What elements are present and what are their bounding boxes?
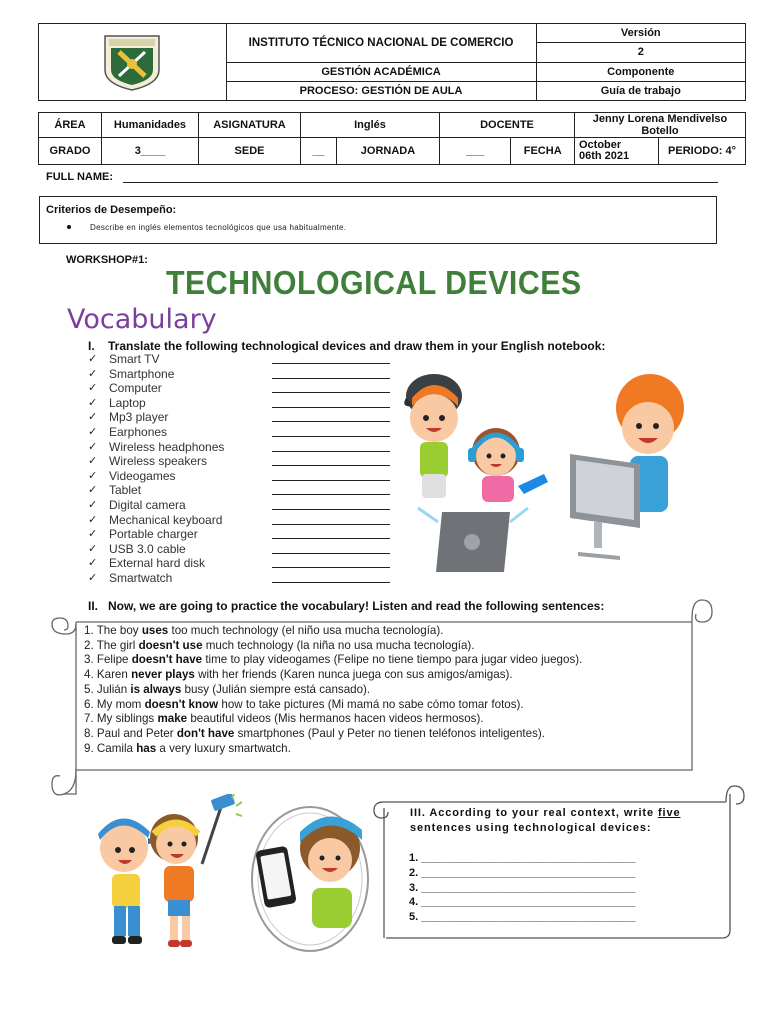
vocabulary-word: Mp3 player: [109, 410, 169, 425]
check-icon: ✓: [88, 528, 98, 541]
sentence-verb: don't have: [176, 726, 235, 740]
sentence-verb: is always: [130, 682, 182, 696]
vocabulary-word: Smartwatch: [109, 570, 173, 585]
translation-blank[interactable]: [272, 436, 390, 437]
vocabulary-word: USB 3.0 cable: [109, 541, 186, 556]
sentence-item: [84, 742, 704, 757]
vocabulary-word: Digital camera: [109, 497, 186, 512]
vocabulary-item: [88, 556, 398, 571]
vocabulary-item: [88, 425, 398, 440]
vocabulary-word: Smart TV: [109, 352, 160, 366]
sentence-verb: uses: [141, 624, 169, 637]
site-value: __: [301, 138, 337, 165]
grade-label: GRADO: [39, 138, 102, 165]
sentence-text: The girl: [96, 638, 139, 652]
check-icon: ✓: [88, 498, 98, 511]
vocabulary-item: [88, 527, 398, 542]
section3-five: five: [657, 807, 681, 819]
vocabulary-item: [88, 381, 398, 396]
vocabulary-item: [88, 483, 398, 498]
component-label: Componente: [536, 62, 745, 81]
sentence-text: a very luxury smartwatch.: [156, 741, 291, 755]
sentence-text: 1.: [84, 624, 97, 637]
logo-cell: [39, 24, 227, 101]
sentence-verb: doesn't use: [138, 638, 203, 652]
sentences-list: [84, 624, 704, 756]
vocabulary-heading: Vocabulary: [67, 304, 217, 335]
criteria-box: [39, 196, 717, 244]
sentence-verb: has: [136, 741, 157, 755]
sentence-item: [84, 668, 704, 683]
vocabulary-word: Wireless speakers: [109, 454, 208, 469]
workshop-title: TECHNOLOGICAL DEVICES: [166, 264, 582, 301]
sentence-text: time to play videogames (Felipe no tiene tiempo para jugar video juegos).: [202, 653, 583, 667]
vocabulary-item: [88, 352, 398, 367]
date-value: [575, 138, 659, 165]
answer-lines: [409, 851, 635, 925]
full-name-label: FULL NAME:: [46, 171, 114, 183]
sentence-text: too much technology (el niño usa mucha tecnología).: [168, 624, 444, 637]
vocabulary-item: [88, 469, 398, 484]
sentence-verb: never plays: [131, 668, 195, 682]
site-label: SEDE: [199, 138, 301, 165]
period-value: PERIODO: 4°: [659, 138, 746, 165]
grade-value: 3____: [102, 138, 199, 165]
vocabulary-word: Laptop: [109, 395, 146, 410]
translation-blank[interactable]: [272, 465, 390, 466]
area-value: Humanidades: [102, 113, 199, 138]
translation-blank[interactable]: [272, 407, 390, 408]
sentence-text: how to take pictures (Mi mamá no sabe cómo tomar fotos).: [218, 697, 524, 711]
translation-blank[interactable]: [272, 553, 390, 554]
vocabulary-item: [88, 367, 398, 382]
vocabulary-item: [88, 440, 398, 455]
vocabulary-item: [88, 542, 398, 557]
sentence-text: 9.: [84, 741, 97, 755]
vocabulary-word: Portable charger: [109, 527, 198, 542]
section3-number: III.: [410, 807, 426, 819]
vocabulary-item: [88, 571, 398, 586]
vocabulary-item: [88, 498, 398, 513]
selfie-kids-illustration: [92, 794, 242, 958]
check-icon: ✓: [88, 484, 98, 497]
version-label: Versión: [536, 24, 745, 43]
sentence-text: Felipe: [96, 653, 132, 667]
check-icon: ✓: [88, 557, 98, 570]
full-name-row: [44, 170, 718, 186]
check-icon: ✓: [88, 396, 98, 409]
section2-number: II.: [88, 599, 99, 613]
header-table: [38, 23, 746, 101]
section2-instruction: Now, we are going to practice the vocabulary! Listen and read the following sentences:: [108, 599, 605, 613]
full-name-input-line[interactable]: [123, 182, 718, 183]
translation-blank[interactable]: [272, 421, 390, 422]
kid-tablet-illustration: [248, 800, 372, 958]
process-label: PROCESO: GESTIÓN DE AULA: [226, 81, 536, 100]
management-label: GESTIÓN ACADÉMICA: [226, 62, 536, 81]
sentence-text: Paul and Peter: [96, 726, 177, 740]
section3-instruction-1: According to your real context, write: [425, 807, 658, 819]
vocabulary-item: [88, 410, 398, 425]
translation-blank[interactable]: [272, 451, 390, 452]
shift-label: JORNADA: [337, 138, 440, 165]
vocabulary-word: Computer: [109, 381, 162, 396]
sentence-text: Karen: [96, 668, 132, 682]
vocabulary-item: [88, 513, 398, 528]
shift-value: ___: [440, 138, 511, 165]
sentence-text: 2.: [84, 638, 97, 652]
sentence-text: The boy: [96, 624, 142, 637]
sentence-text: 5.: [84, 682, 97, 696]
sentence-item: [84, 683, 704, 698]
date-value-line2: 06th 2021: [579, 150, 630, 162]
check-icon: ✓: [88, 440, 98, 453]
translation-blank[interactable]: [272, 378, 390, 379]
vocabulary-word: Tablet: [109, 483, 142, 498]
vocabulary-item: [88, 396, 398, 411]
answer-line-2[interactable]: 2. ___________________________________: [409, 866, 636, 879]
sentence-text: busy (Julián siempre está cansado).: [181, 682, 371, 696]
sentence-verb: make: [157, 712, 188, 726]
sentence-text: smartphones (Paul y Peter no tienen teléfonos inteligentes).: [234, 726, 545, 740]
answer-line-4[interactable]: 4. ___________________________________: [409, 896, 636, 909]
sentence-item: [84, 653, 704, 668]
institution-name: INSTITUTO TÉCNICO NACIONAL DE COMERCIO: [226, 24, 536, 63]
sentence-item: [84, 712, 704, 727]
translation-blank[interactable]: [272, 567, 390, 568]
translation-blank[interactable]: [272, 480, 390, 481]
school-logo: [97, 30, 167, 92]
sentence-text: 4.: [84, 668, 97, 682]
check-icon: ✓: [88, 411, 98, 424]
sentence-text: 6.: [84, 697, 97, 711]
sentence-verb: doesn't know: [144, 697, 219, 711]
vocabulary-word: Wireless headphones: [109, 439, 225, 454]
criteria-item: Describe en inglés elementos tecnológicos que usa habitualmente.: [90, 223, 347, 232]
translation-blank[interactable]: [272, 494, 390, 495]
area-label: ÁREA: [39, 113, 102, 138]
sentence-item: [84, 698, 704, 713]
check-icon: ✓: [88, 353, 98, 365]
translation-blank[interactable]: [272, 538, 390, 539]
sentence-text: Camila: [96, 741, 137, 755]
teacher-label-cell: [440, 113, 575, 138]
sentence-text: much technology (la niña no usa mucha tecnología).: [202, 638, 475, 652]
section1-number: I.: [88, 339, 95, 353]
sentence-text: My siblings: [96, 712, 158, 726]
sentence-text: My mom: [96, 697, 145, 711]
vocabulary-word: Smartphone: [109, 366, 175, 381]
translation-blank[interactable]: [272, 582, 390, 583]
kids-laptop-illustration: [398, 362, 690, 576]
sentence-text: 8.: [84, 726, 97, 740]
check-icon: ✓: [88, 542, 98, 555]
translation-blank[interactable]: [272, 509, 390, 510]
sentence-text: with her friends (Karen nunca juega con sus amigos/amigas).: [194, 668, 513, 682]
workshop-label: WORKSHOP#1:: [66, 254, 148, 266]
sentence-item: [84, 624, 704, 639]
teacher-value: Jenny Lorena Mendivelso Botello: [575, 113, 746, 138]
date-value-line1: October: [579, 139, 622, 151]
check-icon: ✓: [88, 425, 98, 438]
section3-instruction-2: sentences using technological devices:: [410, 822, 652, 834]
version-value: 2: [536, 43, 745, 62]
check-icon: ✓: [88, 455, 98, 468]
vocabulary-word: Mechanical keyboard: [109, 512, 223, 527]
criteria-bullet: [67, 225, 71, 229]
sentence-text: 7.: [84, 712, 97, 726]
subject-value: Inglés: [301, 113, 440, 138]
answer-line-5[interactable]: 5. ___________________________________: [409, 911, 636, 924]
sentence-verb: doesn't have: [131, 653, 203, 667]
sentence-item: [84, 727, 704, 742]
subject-label: ASIGNATURA: [199, 113, 301, 138]
vocabulary-item: [88, 454, 398, 469]
date-label: FECHA: [511, 138, 575, 165]
info-table: [38, 112, 746, 162]
sentence-item: [84, 639, 704, 654]
component-value: Guía de trabajo: [536, 81, 745, 100]
check-icon: ✓: [88, 382, 98, 395]
vocabulary-list: [88, 352, 398, 586]
vocabulary-word: Videogames: [109, 468, 176, 483]
criteria-title: Criterios de Desempeño:: [46, 204, 177, 216]
section3-instruction: [410, 806, 730, 836]
teacher-label: DOCENTE: [480, 119, 534, 131]
answer-line-3[interactable]: 3. ___________________________________: [409, 881, 636, 894]
translation-blank[interactable]: [272, 363, 390, 364]
translation-blank[interactable]: [272, 392, 390, 393]
translation-blank[interactable]: [272, 524, 390, 525]
check-icon: ✓: [88, 571, 98, 584]
section1-instruction: Translate the following technological devices and draw them in your English notebook:: [108, 339, 606, 353]
answer-line-1[interactable]: 1. ___________________________________: [409, 852, 636, 864]
vocabulary-word: Earphones: [109, 424, 168, 439]
vocabulary-word: External hard disk: [109, 556, 206, 571]
check-icon: ✓: [88, 367, 98, 380]
sentence-text: 3.: [84, 653, 97, 667]
sentence-text: Julián: [96, 682, 131, 696]
sentence-text: beautiful videos (Mis hermanos hacen videos hermosos).: [187, 712, 484, 726]
check-icon: ✓: [88, 513, 98, 526]
check-icon: ✓: [88, 469, 98, 482]
